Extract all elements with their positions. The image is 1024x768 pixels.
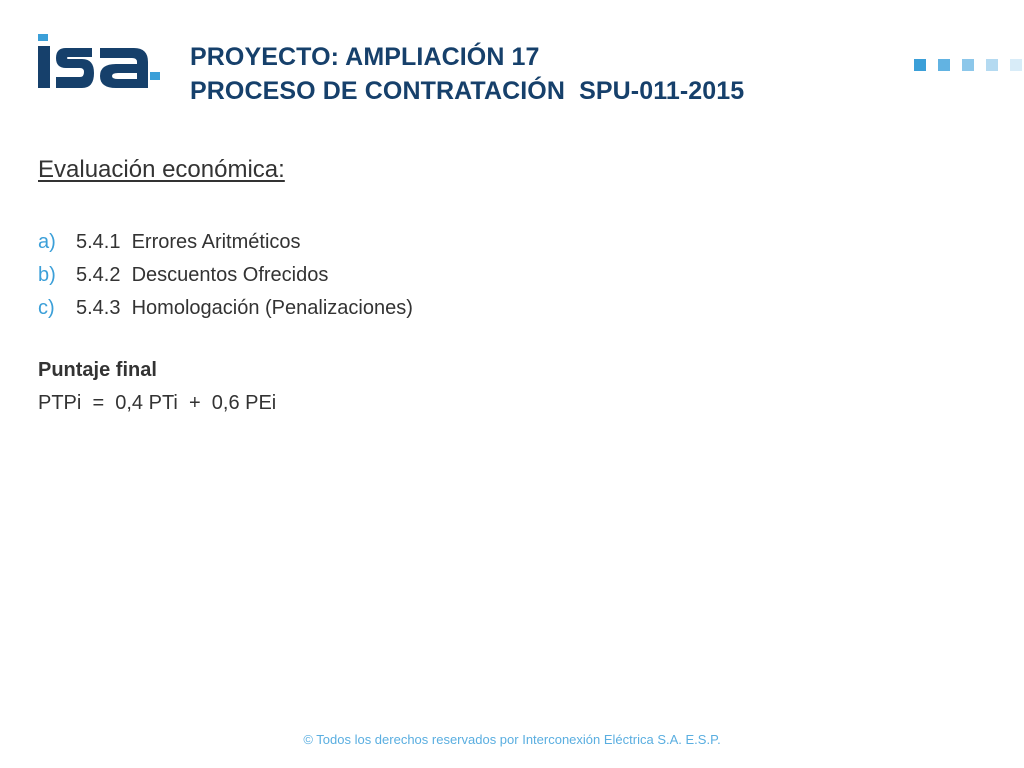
list-item-text: 5.4.1 Errores Aritméticos — [76, 231, 301, 253]
evaluation-list — [38, 227, 413, 326]
score-formula: PTPi = 0,4 PTi + 0,6 PEi — [38, 392, 277, 414]
list-item — [38, 293, 413, 326]
decor-square-2 — [938, 59, 950, 71]
isa-logo-mark — [36, 32, 162, 92]
decor-square-4 — [986, 59, 998, 71]
section-heading: Evaluación económica: — [38, 156, 285, 183]
list-item — [38, 227, 413, 260]
list-item — [38, 260, 413, 293]
decorative-squares — [914, 59, 1024, 71]
isa-logo — [36, 32, 162, 92]
list-marker: c) — [38, 297, 55, 319]
decor-square-1 — [914, 59, 926, 71]
slide-title — [190, 40, 744, 108]
decor-square-5 — [1010, 59, 1022, 71]
title-line-2: PROCESO DE CONTRATACIÓN SPU-011-2015 — [190, 77, 745, 105]
title-line-1: PROYECTO: AMPLIACIÓN 17 — [190, 43, 540, 71]
list-item-text: 5.4.3 Homologación (Penalizaciones) — [76, 297, 413, 319]
decor-square-3 — [962, 59, 974, 71]
copyright-text: © Todos los derechos reservados por Interconexión Eléctrica S.A. E.S.P. — [303, 732, 721, 747]
list-marker: a) — [38, 231, 56, 253]
list-marker: b) — [38, 264, 56, 286]
footer-copyright — [0, 732, 1024, 747]
list-item-text: 5.4.2 Descuentos Ofrecidos — [76, 264, 329, 286]
score-label: Puntaje final — [38, 359, 157, 381]
